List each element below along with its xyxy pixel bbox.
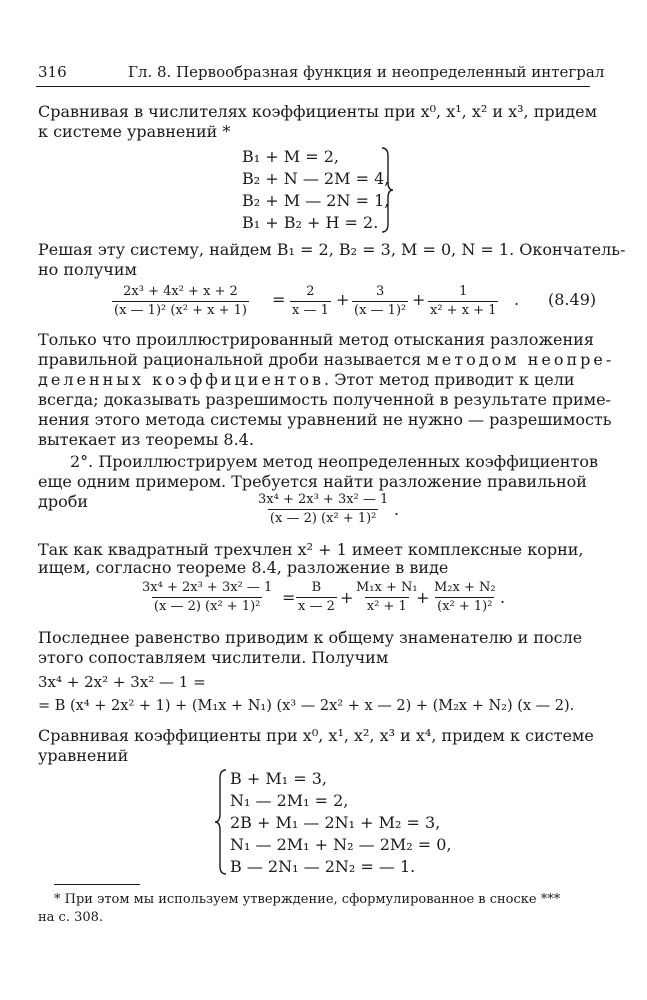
- fraction-term-2: [352, 284, 408, 319]
- equation-label: (8.49): [548, 290, 597, 309]
- system-row: B₁ + M = 2,: [242, 147, 339, 166]
- text-run: правильной рациональной дроби называется: [38, 350, 427, 369]
- fraction-term-1: [290, 284, 331, 319]
- paragraph-line: Только что проиллюстрированный метод отыскания разложения: [38, 330, 594, 349]
- paragraph-line: Сравнивая коэффициенты при x⁰, x¹, x², x³ и x⁴, придем к системе: [38, 726, 594, 745]
- footnote-line: * При этом мы используем утверждение, сформулированное в сноске ***: [54, 892, 561, 907]
- numerator: M₂x + N₂: [434, 580, 496, 595]
- running-title: Гл. 8. Первообразная функция и неопределенный интеграл: [128, 63, 605, 81]
- fraction-lhs: [140, 580, 274, 615]
- plus-sign: +: [412, 290, 426, 309]
- plus-sign: +: [336, 290, 350, 309]
- emphasized-term: методом неопре-: [426, 350, 615, 369]
- denominator: (x² + 1)²: [437, 599, 493, 614]
- paragraph-line: нения этого метода системы уравнений не нужно — разрешимость: [38, 410, 612, 429]
- system-row: N₁ — 2M₁ + N₂ — 2M₂ = 0,: [230, 835, 452, 854]
- paragraph-line: ищем, согласно теореме 8.4, разложение в виде: [38, 558, 449, 577]
- fraction-display: [256, 492, 390, 527]
- period: .: [500, 588, 506, 607]
- numerator: B: [311, 580, 322, 595]
- footnote-rule: [54, 884, 140, 885]
- fraction-term-2: [354, 580, 420, 615]
- paragraph-line: еще одним примером. Требуется найти разложение правильной: [38, 472, 587, 491]
- system-row: B₁ + B₂ + H = 2.: [242, 213, 379, 232]
- paragraph-line: [38, 370, 575, 390]
- numerator: 2x³ + 4x² + x + 2: [123, 284, 238, 299]
- denominator: (x — 1)² (x² + x + 1): [114, 303, 247, 318]
- paragraph-line: дроби: [38, 492, 89, 511]
- period: .: [394, 500, 400, 519]
- numerator: M₁x + N₁: [356, 580, 418, 595]
- denominator: x — 1: [292, 303, 329, 318]
- numerator: 3x⁴ + 2x³ + 3x² — 1: [258, 492, 389, 507]
- denominator: x² + x + 1: [430, 303, 497, 318]
- equation-line: 3x⁴ + 2x² + 3x² — 1 =: [38, 673, 206, 691]
- paragraph-line: вытекает из теоремы 8.4.: [38, 430, 254, 449]
- numerator: 3: [375, 284, 385, 299]
- plus-sign: +: [340, 588, 354, 607]
- paragraph-line: [38, 350, 614, 370]
- equation-line: = B (x⁴ + 2x² + 1) + (M₁x + N₁) (x³ — 2x² + x — 2) + (M₂x + N₂) (x — 2).: [38, 698, 575, 714]
- emphasized-term: деленных коэффициентов: [38, 370, 325, 389]
- paragraph-line: Так как квадратный трехчлен x² + 1 имеет комплексные корни,: [38, 540, 584, 559]
- paragraph-line: Сравнивая в числителях коэффициенты при x⁰, x¹, x² и x³, придем: [38, 102, 598, 121]
- system-row: 2B + M₁ — 2N₁ + M₂ = 3,: [230, 813, 441, 832]
- system-row: B₂ + M — 2N = 1,: [242, 191, 390, 210]
- system-row: N₁ — 2M₁ = 2,: [230, 791, 349, 810]
- right-brace-icon: [380, 146, 394, 234]
- system-row: B + M₁ = 3,: [230, 769, 327, 788]
- numerator: 3x⁴ + 2x³ + 3x² — 1: [142, 580, 273, 595]
- paragraph-line: этого сопоставляем числители. Получим: [38, 648, 389, 667]
- fraction-term-3: [428, 284, 498, 319]
- page-number: 316: [38, 63, 67, 81]
- left-brace-icon: [214, 768, 228, 876]
- equation-system-2: [230, 768, 452, 878]
- header-rule: [36, 86, 590, 87]
- denominator: x² + 1: [366, 599, 407, 614]
- numerator: 2: [306, 284, 315, 299]
- paragraph-line: Решая эту систему, найдем B₁ = 2, B₂ = 3, M = 0, N = 1. Окончатель-: [38, 240, 626, 259]
- period: .: [514, 290, 520, 309]
- paragraph-line: всегда; доказывать разрешимость полученной в результате приме-: [38, 390, 611, 409]
- paragraph-line: уравнений: [38, 746, 129, 765]
- denominator: (x — 2) (x² + 1)²: [153, 599, 261, 614]
- text-run: . Этот метод приводит к цели: [324, 370, 575, 389]
- denominator: (x — 2) (x² + 1)²: [269, 511, 377, 526]
- denominator: x — 2: [298, 599, 335, 614]
- fraction-term-3: [432, 580, 498, 615]
- paragraph-line: но получим: [38, 260, 137, 279]
- fraction-lhs: [112, 284, 249, 319]
- footnote-line: на с. 308.: [38, 910, 104, 925]
- equals-sign: =: [272, 290, 286, 309]
- paragraph-line: Последнее равенство приводим к общему знаменателю и после: [38, 628, 583, 647]
- equals-sign: =: [282, 588, 296, 607]
- system-row: B — 2N₁ — 2N₂ = — 1.: [230, 857, 416, 876]
- equation-system-1: [242, 146, 389, 234]
- paragraph-line: к системе уравнений *: [38, 122, 231, 141]
- plus-sign: +: [416, 588, 430, 607]
- denominator: (x — 1)²: [354, 303, 407, 318]
- system-row: B₂ + N — 2M = 4,: [242, 169, 390, 188]
- fraction-term-1: [296, 580, 337, 615]
- paragraph-line: 2°. Проиллюстрируем метод неопределенных коэффициентов: [70, 452, 598, 471]
- numerator: 1: [459, 284, 468, 299]
